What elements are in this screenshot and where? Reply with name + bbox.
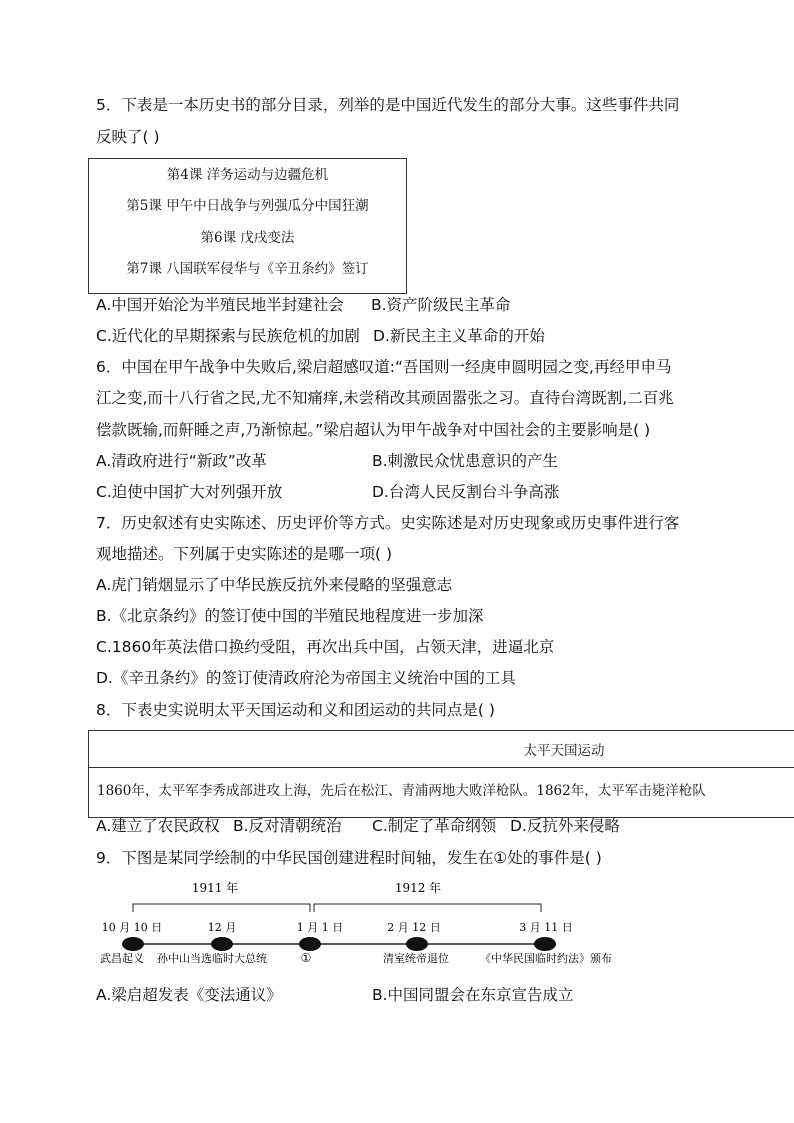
q6-options-row1	[96, 451, 736, 471]
q7-option-d[interactable]: D.《辛丑条约》的签订使清政府沦为帝国主义统治中国的工具	[96, 669, 516, 687]
q6-option-b[interactable]: B.刺激民众忧患意识的产生	[372, 452, 559, 470]
q6-option-d[interactable]: D.台湾人民反割台斗争高涨	[372, 483, 560, 501]
q9-options-row	[96, 985, 736, 1005]
event-marker-2	[211, 937, 233, 951]
event-marker-4	[406, 937, 428, 951]
q5-option-c[interactable]: C.近代化的早期探索与民族危机的加剧	[96, 327, 360, 345]
q8-option-a[interactable]: A.建立了农民政权	[96, 817, 220, 835]
q5-options-row1	[96, 295, 736, 315]
toc-item-4: 第4课 洋务运动与边疆危机	[166, 167, 329, 183]
q7-option-b[interactable]: B.《北京条约》的签订使中国的半殖民地程度进一步加深	[96, 607, 484, 625]
q6-stem-line3: 偿款既输,而鼾睡之声,乃渐惊起。”梁启超认为甲午战争对中国社会的主要影响是( )	[96, 421, 651, 439]
q7-stem-line2: 观地描述。下列属于史实陈述的是哪一项( )	[96, 545, 393, 563]
q5-option-a[interactable]: A.中国开始沦为半殖民地半封建社会	[96, 296, 344, 314]
q5-option-d[interactable]: D.新民主主义革命的开始	[373, 327, 545, 345]
q8-table-cell: 1860年，太平军李秀成部进攻上海，先后在松江、青浦两地大败洋枪队。1862年，太平军击毙洋枪队	[97, 783, 706, 799]
date-label-mar11: 3 月 11 日	[519, 921, 573, 934]
bracket-1911	[133, 904, 310, 912]
q8-stem: 8．下表史实说明太平天国运动和义和团运动的共同点是( )	[96, 701, 495, 719]
event-marker-3	[299, 937, 321, 951]
year-1912-label: 1912 年	[394, 881, 442, 895]
q5-options-row2	[96, 326, 736, 346]
event-label-wuchang: 武昌起义	[100, 952, 144, 965]
q8-option-d[interactable]: D.反抗外来侵略	[510, 817, 620, 835]
bracket-1912	[314, 904, 541, 912]
event-label-sun: 孙中山当选临时大总统	[157, 952, 267, 965]
q6-options-row2	[96, 482, 736, 502]
q8-table-header-text: 太平天国运动	[523, 743, 605, 759]
q8-table	[88, 730, 794, 818]
date-label-oct10: 10 月 10 日	[101, 921, 163, 934]
q8-options-row	[96, 816, 736, 836]
q5-option-b[interactable]: B.资产阶级民主革命	[371, 296, 511, 314]
q9-stem: 9．下图是某同学绘制的中华民国创建进程时间轴，发生在①处的事件是( )	[96, 849, 602, 867]
year-1911-label: 1911 年	[191, 881, 239, 895]
q5-stem-line2: 反映了( )	[96, 128, 160, 146]
q9-option-a[interactable]: A.梁启超发表《变法通议》	[96, 986, 282, 1004]
q9-option-b[interactable]: B.中国同盟会在东京宣告成立	[372, 986, 574, 1004]
q7-stem-line1: 7．历史叙述有史实陈述、历史评价等方式。史实陈述是对历史现象或历史事件进行客	[96, 514, 680, 532]
q8-table-header	[89, 731, 794, 768]
date-label-feb12: 2 月 12 日	[387, 921, 441, 934]
q7-option-a[interactable]: A.虎门销烟显示了中华民族反抗外来侵略的坚强意志	[96, 576, 453, 594]
q7-option-c[interactable]: C.1860年英法借口换约受阻，再次出兵中国，占领天津，进逼北京	[96, 638, 555, 656]
event-marker-1	[122, 937, 144, 951]
event-label-constitution: 《中华民国临时约法》颁布	[480, 952, 612, 965]
q6-stem-line2: 江之变,而十八行省之民,尤不知痛痒,未尝稍改其顽固嚣张之习。直待台湾既割,二百兆	[96, 389, 674, 407]
q8-option-b[interactable]: B.反对清朝统治	[233, 817, 342, 835]
toc-item-5: 第5课 甲午中日战争与列强瓜分中国狂潮	[126, 198, 369, 214]
q5-toc-table	[88, 158, 407, 294]
q5-stem-line1: 5．下表是一本历史书的部分目录，列举的是中国近代发生的部分大事。这些事件共同	[96, 96, 680, 114]
q6-stem-line1: 6．中国在甲午战争中失败后,梁启超感叹道:“吾国则一经庚申圆明园之变,再经甲申马	[96, 358, 672, 376]
toc-item-6: 第6课 戊戌变法	[200, 230, 295, 246]
event-marker-5	[534, 937, 556, 951]
q6-option-c[interactable]: C.迫使中国扩大对列强开放	[96, 483, 283, 501]
q9-timeline-diagram	[0, 870, 794, 970]
q6-option-a[interactable]: A.清政府进行“新政”改革	[96, 452, 267, 470]
date-label-dec: 12 月	[207, 921, 237, 934]
toc-item-7: 第7课 八国联军侵华与《辛丑条约》签订	[126, 261, 369, 277]
event-label-abdication: 清室统帝退位	[383, 952, 449, 965]
date-label-jan1: 1 月 1 日	[296, 921, 344, 934]
q8-option-c[interactable]: C.制定了革命纲领	[372, 817, 497, 835]
event-label-blank: ①	[300, 951, 312, 965]
